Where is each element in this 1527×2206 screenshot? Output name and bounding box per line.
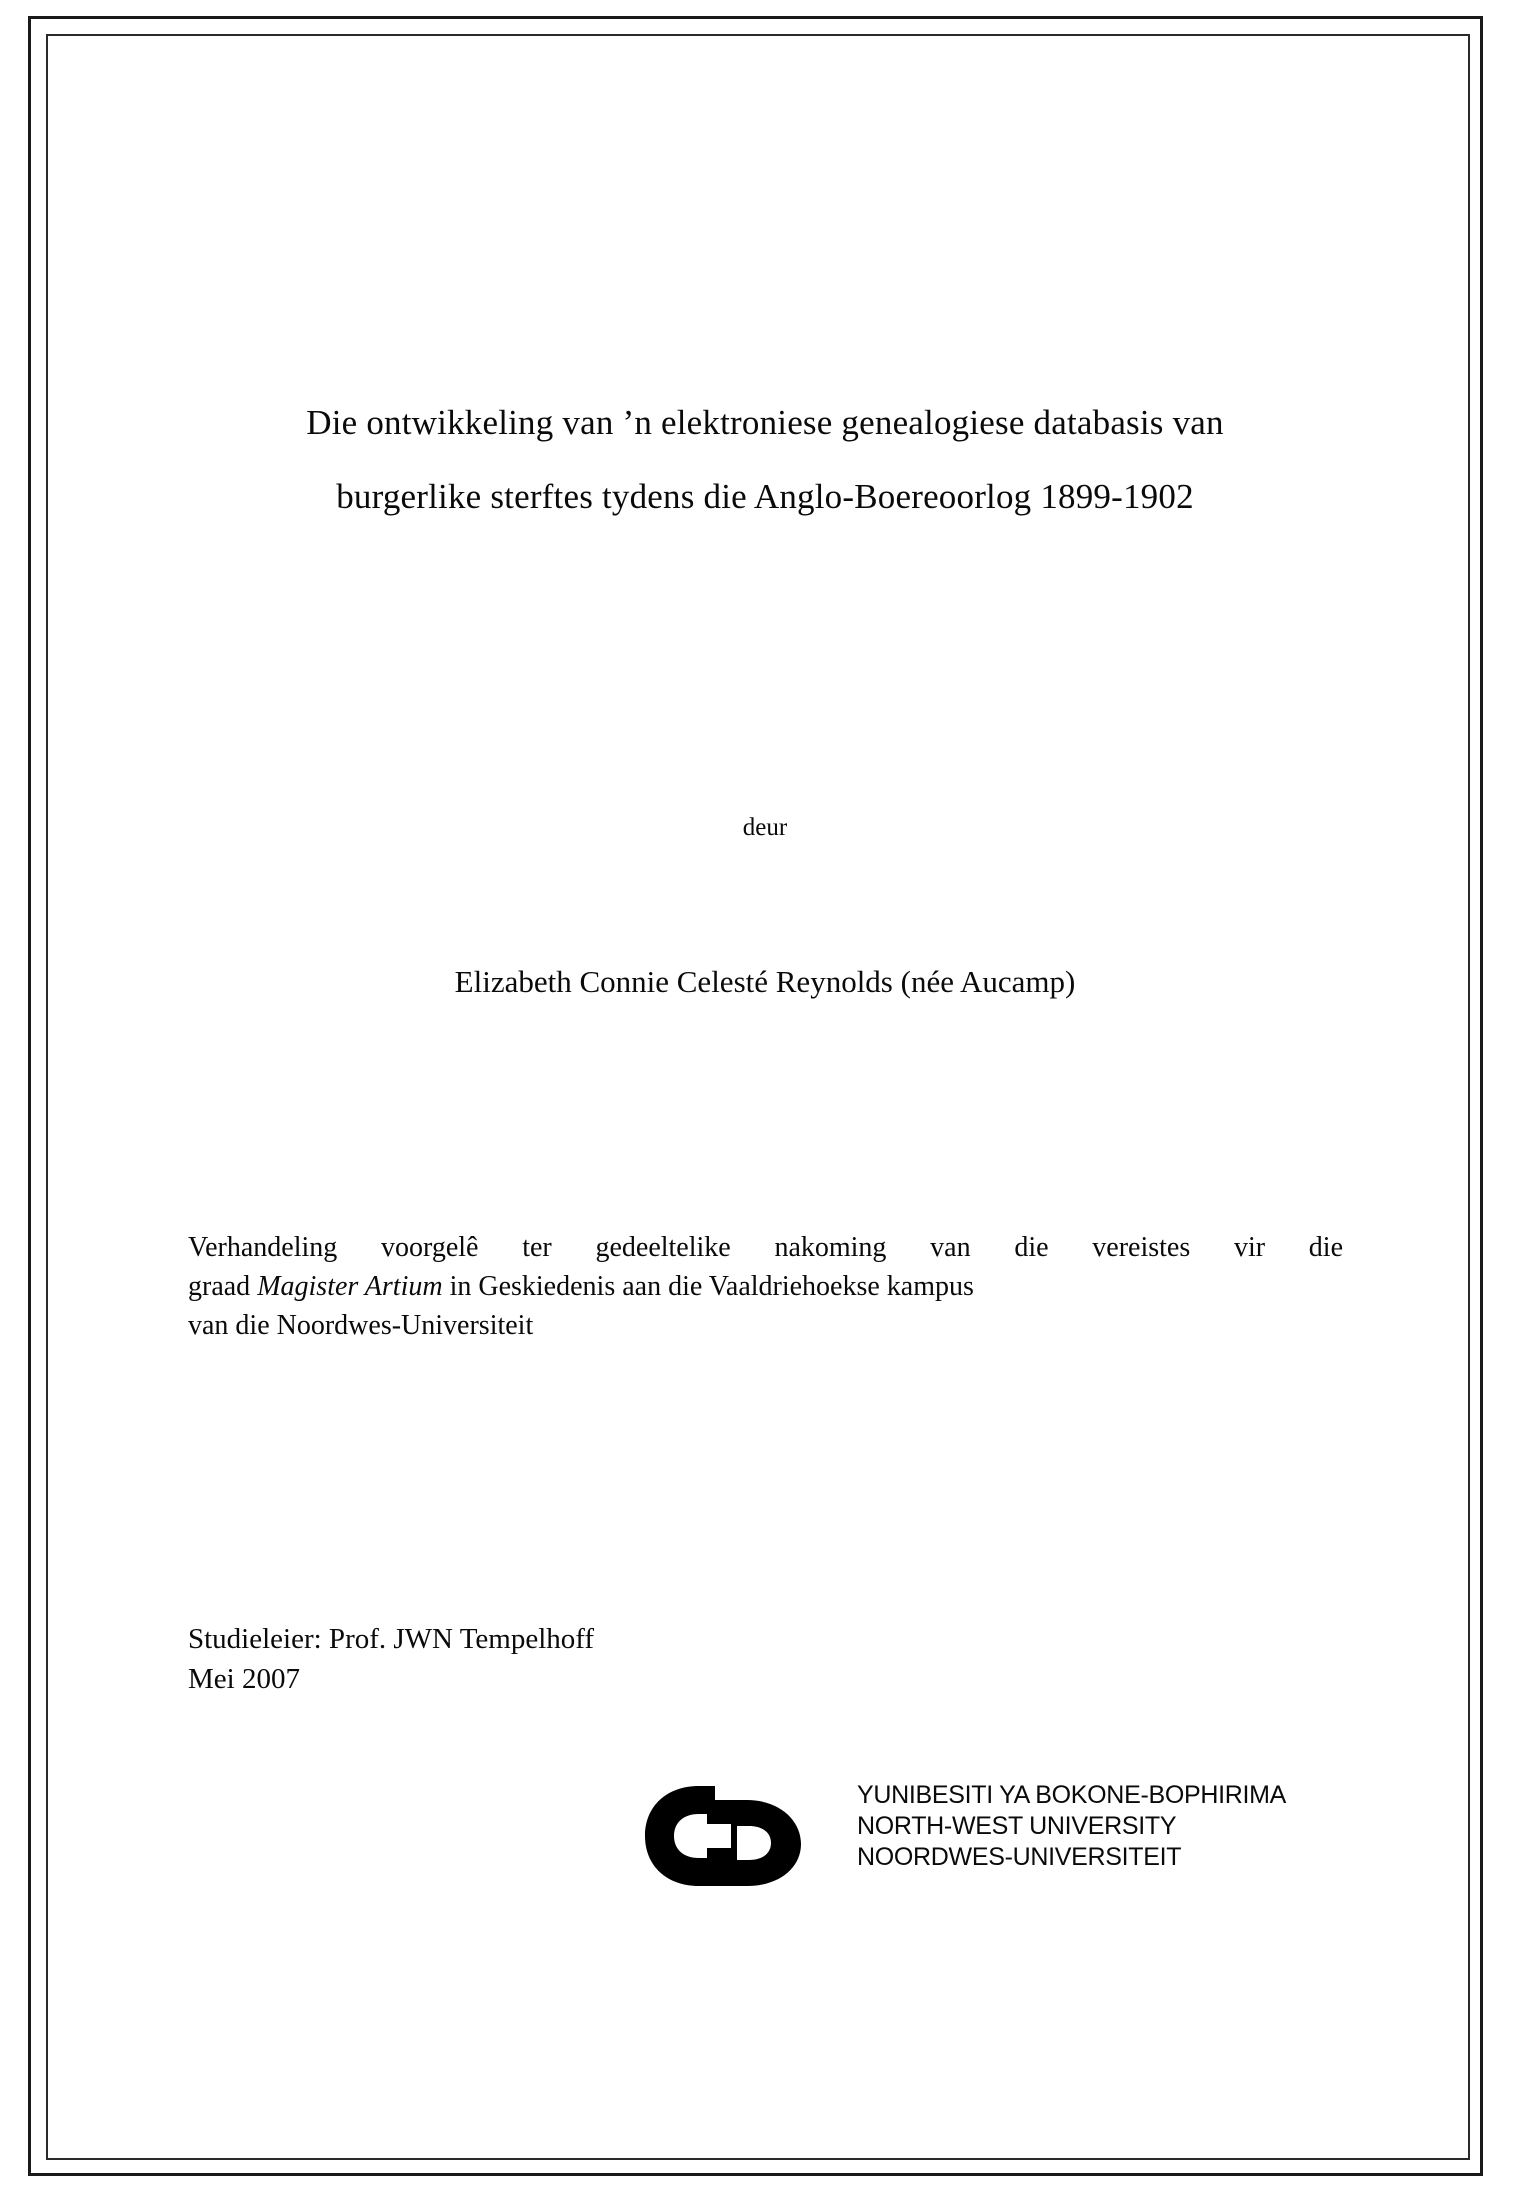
supervisor-block [188, 1619, 988, 1699]
supervisor-line: Studieleier: Prof. JWN Tempelhoff [188, 1623, 595, 1655]
logo-text-line-2: NORTH-WEST UNIVERSITY [857, 1812, 1177, 1840]
logo-text-line-3: NOORDWES-UNIVERSITEIT [857, 1843, 1182, 1871]
logo-text-line-1: YUNIBESITI YA BOKONE-BOPHIRIMA [857, 1781, 1287, 1809]
degree-statement-line-2-post: in Geskiedenis aan die Vaaldriehoekse kampus [442, 1271, 974, 1302]
degree-statement-line-2-pre: graad [188, 1271, 258, 1302]
title-line-1: Die ontwikkeling van ’n elektroniese genealogiese databasis van [306, 403, 1224, 442]
title-line-2: burgerlike sterftes tydens die Anglo-Boereoorlog 1899-1902 [336, 477, 1194, 516]
degree-statement-line-1: Verhandeling voorgelê ter gedeeltelike nakoming van die vereistes vir die [188, 1232, 1343, 1263]
degree-statement-line-2 [188, 1267, 1343, 1306]
degree-name-italic: Magister Artium [257, 1271, 443, 1302]
date-line: Mei 2007 [188, 1663, 300, 1695]
thesis-title [185, 386, 1345, 534]
university-logo-text [857, 1780, 1286, 1873]
author-name: Elizabeth Connie Celesté Reynolds (née Aucamp) [454, 964, 1076, 999]
degree-statement-line-3: van die Noordwes-Universiteit [188, 1310, 534, 1341]
title-page-content [185, 34, 1345, 2160]
by-label: deur [742, 814, 788, 841]
nwu-logo-icon [637, 1782, 827, 1890]
university-logo [615, 1776, 1287, 1896]
degree-statement [188, 1228, 1343, 1345]
